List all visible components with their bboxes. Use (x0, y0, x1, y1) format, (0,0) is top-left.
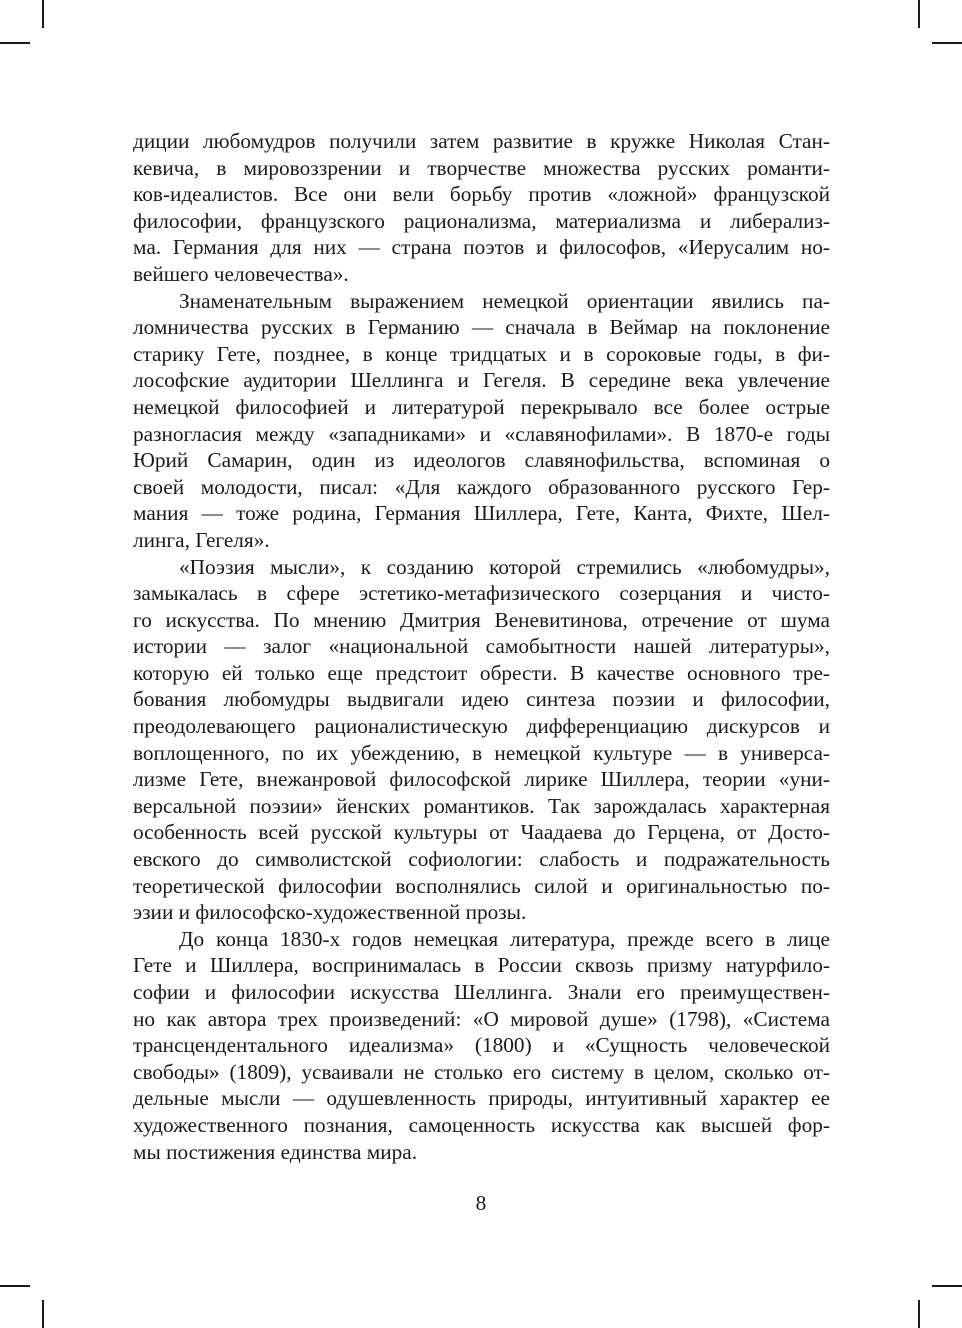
text-line: старику Гете, позднее, в конце тридцатых и в сороковые годы, в фи- (133, 341, 830, 366)
text-line: мания — тоже родина, Германия Шиллера, Гете, Канта, Фихте, Шел- (133, 501, 830, 526)
page-number: 8 (475, 1191, 487, 1215)
crop-mark-bottom-left-vertical (42, 1300, 44, 1328)
text-line: свободы» (1809), усваивали не столько его систему в целом, сколько от- (133, 1059, 830, 1084)
text-line: бования любомудры выдвигали идею синтеза поэзии и философии, (133, 687, 830, 712)
crop-mark-bottom-right-horizontal (932, 1285, 962, 1287)
text-line: версальной поэзии» йенских романтиков. Так зарождалась характерная (133, 793, 830, 818)
text-line: которую ей только еще предстоит обрести. В качестве основного тре- (133, 660, 830, 685)
text-line: своей молодости, писал: «Для каждого образованного русского Гер- (133, 474, 830, 499)
text-line: кевича, в мировоззрении и творчестве множества русских романти- (133, 155, 830, 180)
paragraph-1 (133, 128, 830, 288)
paragraph-4 (133, 926, 830, 1165)
crop-mark-top-right-vertical (918, 0, 920, 28)
text-line: но как автора трех произведений: «О мировой душе» (1798), «Система (133, 1006, 830, 1031)
text-line: Гете и Шиллера, воспринималась в России сквозь призму натурфило- (133, 953, 830, 978)
page-text (133, 128, 830, 1165)
text-line: ломничества русских в Германию — сначала в Веймар на поклонение (133, 315, 830, 340)
text-line: особенность всей русской культуры от Чаадаева до Герцена, от Досто- (133, 820, 830, 845)
text-line: Юрий Самарин, один из идеологов славянофильства, вспоминая о (133, 448, 830, 473)
text-line: диции любомудров получили затем развитие в кружке Николая Стан- (133, 129, 830, 153)
text-line: «Поэзия мысли», к созданию которой стремились «любомудры», (179, 554, 830, 579)
text-line: истории — залог «национальной самобытности нашей литературы», (133, 634, 830, 659)
crop-mark-bottom-left-horizontal (0, 1285, 30, 1287)
text-line: софии и философии искусства Шеллинга. Знали его преимуществен- (133, 980, 830, 1004)
text-line: дельные мысли — одушевленность природы, интуитивный характер ее (133, 1086, 830, 1111)
text-line: немецкой философией и литературой перекрывало все более острые (133, 394, 830, 419)
text-line: До конца 1830-х годов немецкая литература, прежде всего в лице (179, 926, 830, 951)
text-line: художественного познания, самоценность искусства как высшей фор- (133, 1112, 830, 1137)
text-line: вейшего человечества». (133, 261, 349, 286)
paragraph-2 (133, 288, 830, 554)
crop-mark-top-right-horizontal (932, 42, 962, 44)
text-line: разногласия между «западниками» и «славянофилами». В 1870-е годы (133, 421, 830, 446)
crop-mark-bottom-right-vertical (918, 1300, 920, 1328)
text-line: линга, Гегеля». (133, 527, 270, 552)
paragraph-3 (133, 554, 830, 926)
text-line: мы постижения единства мира. (133, 1139, 418, 1164)
text-line: философии, французского рационализма, материализма и либерализ- (133, 208, 830, 233)
text-line: эзии и философско-художественной прозы. (133, 900, 527, 925)
text-line: трансцендентального идеализма» (1800) и «Сущность человеческой (133, 1033, 830, 1058)
text-line: ма. Германия для них — страна поэтов и философов, «Иерусалим но- (133, 235, 830, 260)
text-line: лософские аудитории Шеллинга и Гегеля. В середине века увлечение (133, 368, 830, 393)
crop-mark-top-left-vertical (42, 0, 44, 28)
text-line: теоретической философии восполнялись силой и оригинальностью по- (133, 873, 830, 898)
text-line: преодолевающего рационалистическую дифференциацию дискурсов и (133, 714, 830, 739)
text-line: Знаменательным выражением немецкой ориентации явились па- (179, 288, 830, 313)
text-line: го искусства. По мнению Дмитрия Веневитинова, отречение от шума (133, 607, 830, 632)
text-line: воплощенного, по их убеждению, в немецкой культуре — в универса- (133, 740, 830, 765)
text-line: замыкалась в сфере эстетико-метафизического созерцания и чисто- (133, 581, 830, 606)
crop-mark-top-left-horizontal (0, 42, 30, 44)
text-line: евского до символистской софиологии: слабость и подражательность (133, 847, 830, 872)
text-line: лизме Гете, внежанровой философской лирике Шиллера, теории «уни- (133, 767, 830, 792)
text-line: ков-идеалистов. Все они вели борьбу против «ложной» французской (133, 182, 830, 207)
